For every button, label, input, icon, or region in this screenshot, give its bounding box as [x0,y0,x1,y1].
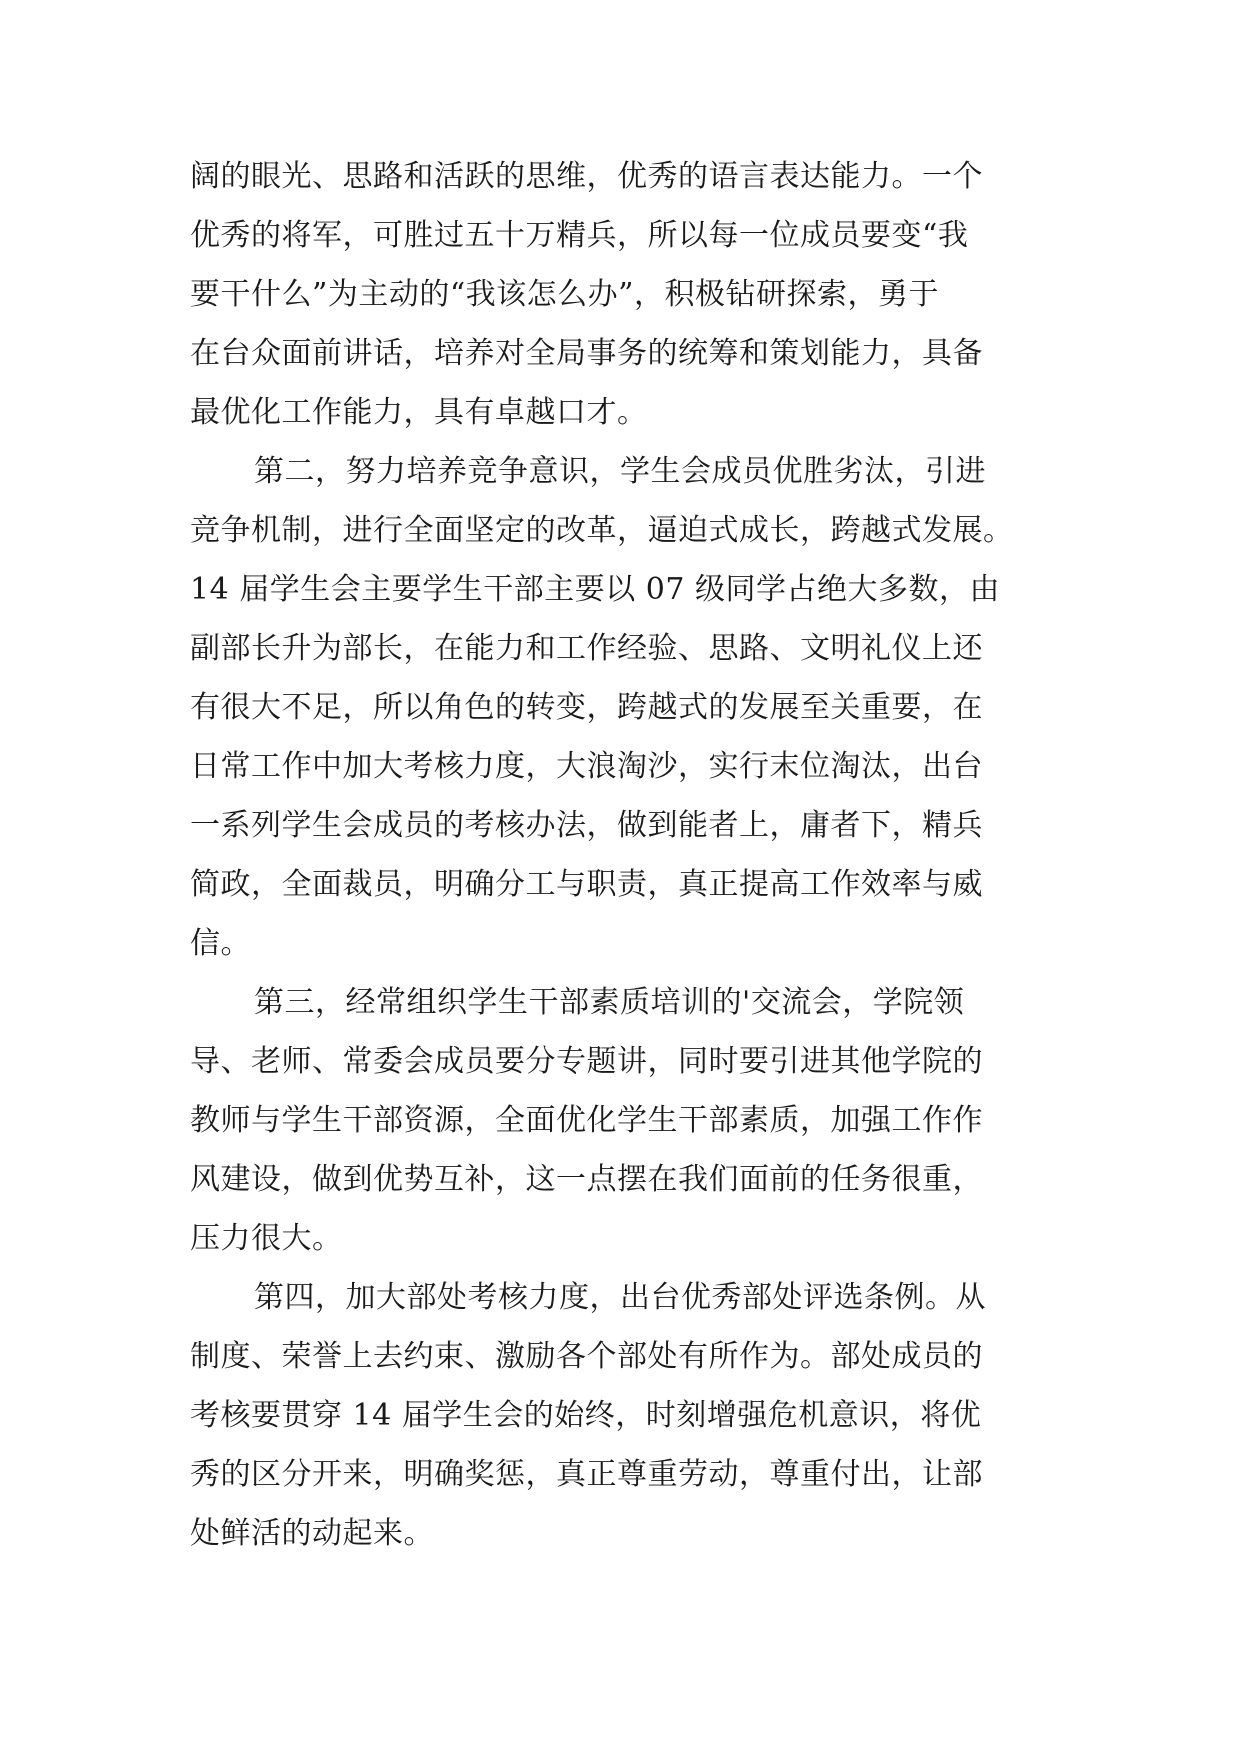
text-line: 副部长升为部长，在能力和工作经验、思路、文明礼仪上还 [190,631,983,666]
text-line: 处鲜活的动起来。 [190,1516,434,1551]
text-line: 要干什么”为主动的“我该怎么办”，积极钻研探索，勇于 [190,277,940,312]
text-line: 制度、荣誉上去约束、激励各个部处有所作为。部处成员的 [190,1339,983,1374]
text-line: 最优化工作能力，具有卓越口才。 [190,395,648,430]
text-line: 阔的眼光、思路和活跃的思维，优秀的语言表达能力。一个 [190,159,983,194]
text-line: 14 届学生会主要学生干部主要以 07 级同学占绝大多数，由 [190,572,1000,607]
text-line: 第三，经常组织学生干部素质培训的'交流会，学院领 [254,985,965,1020]
text-line: 导、老师、常委会成员要分专题讲，同时要引进其他学院的 [190,1044,983,1079]
text-line: 风建设，做到优势互补，这一点摆在我们面前的任务很重， [190,1162,983,1197]
text-line: 教师与学生干部资源，全面优化学生干部素质，加强工作作 [190,1103,983,1138]
text-line: 简政，全面裁员，明确分工与职责，真正提高工作效率与威 [190,867,983,902]
paragraph-4 [190,1268,1060,1563]
text-line: 第四，加大部处考核力度，出台优秀部处评选条例。从 [254,1280,986,1315]
document-page [190,147,1060,1563]
text-line: 日常工作中加大考核力度，大浪淘沙，实行末位淘汰，出台 [190,749,983,784]
text-line: 竞争机制，进行全面坚定的改革，逼迫式成长，跨越式发展。 [190,513,1014,548]
text-line: 有很大不足，所以角色的转变，跨越式的发展至关重要，在 [190,690,983,725]
text-line: 压力很大。 [190,1221,343,1256]
text-line: 在台众面前讲话，培养对全局事务的统筹和策划能力，具备 [190,336,983,371]
text-line: 一系列学生会成员的考核办法，做到能者上，庸者下，精兵 [190,808,983,843]
text-line: 第二，努力培养竞争意识，学生会成员优胜劣汰，引进 [254,454,986,489]
text-line: 信。 [190,926,251,961]
text-line: 优秀的将军，可胜过五十万精兵，所以每一位成员要变“我 [190,218,969,253]
paragraph-3 [190,973,1060,1268]
text-line: 秀的区分开来，明确奖惩，真正尊重劳动，尊重付出，让部 [190,1457,983,1492]
paragraph-1 [190,147,1060,442]
text-line: 考核要贯穿 14 届学生会的始终，时刻增强危机意识，将优 [190,1398,982,1433]
paragraph-2 [190,442,1060,973]
